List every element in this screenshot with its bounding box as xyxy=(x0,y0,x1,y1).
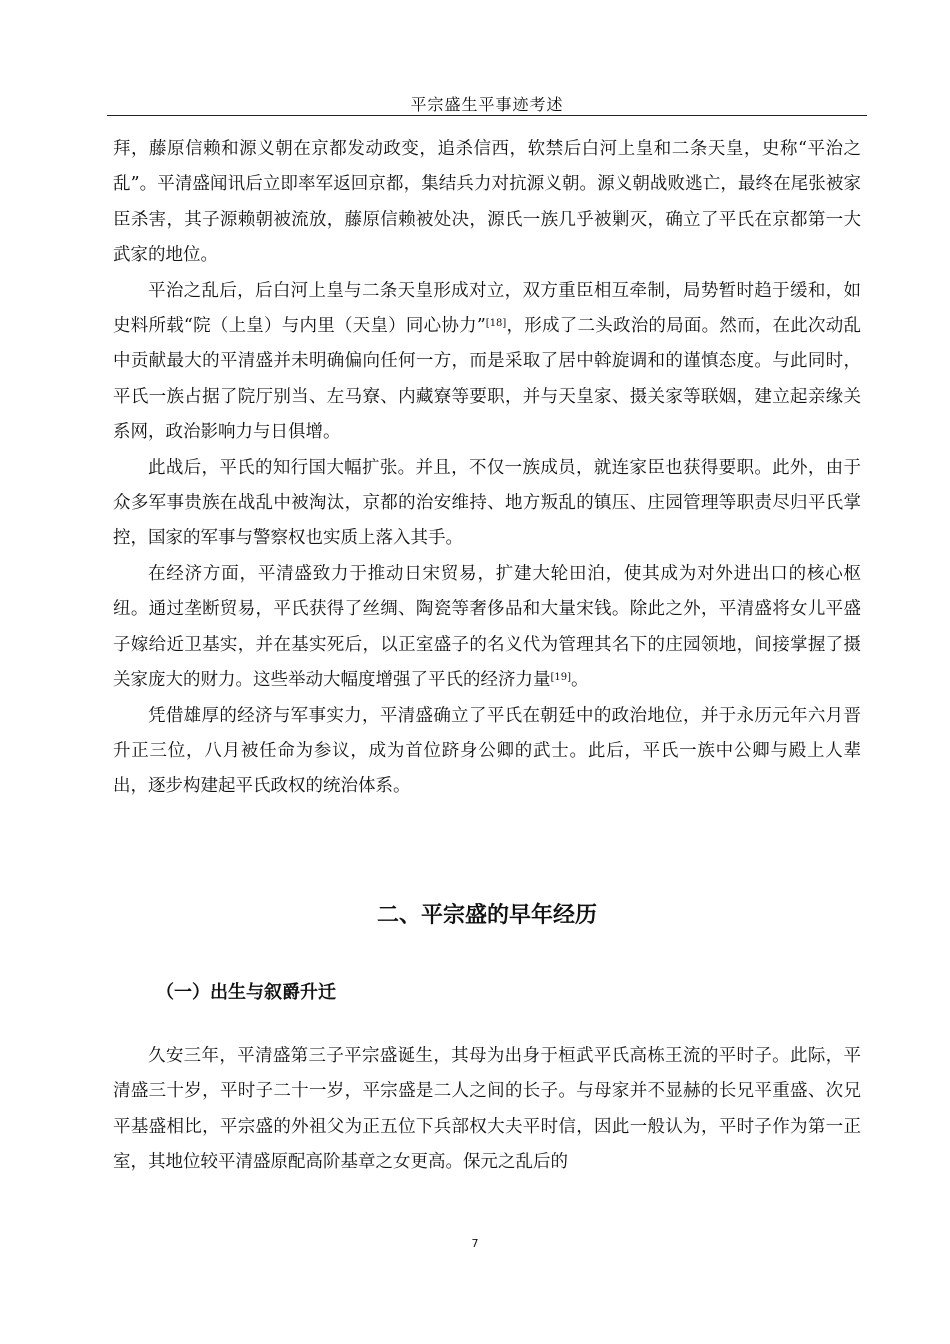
citation-18[interactable]: [18] xyxy=(485,318,507,330)
paragraph-5: 凭借雄厚的经济与军事实力，平清盛确立了平氏在朝廷中的政治地位，并于永历元年六月晋升正三位，八月被任命为参议，成为首位跻身公卿的武士。此后，平氏一族中公卿与殿上人辈出，逐步构建起平氏政权的统治体系。 xyxy=(113,705,861,797)
paragraph-2-text-b: ，形成了二头政治的局面。然而，在此次动乱中贡献最大的平清盛并未明确偏向任何一方，而是采取了居中斡旋调和的谨慎态度。与此同时，平氏一族占据了院厅别当、左马寮、内藏寮等要职，并与天皇家、摄关家等联姻，建立起亲缘关系网，政治影响力与日俱增。 xyxy=(113,316,861,443)
paragraph-6: 久安三年，平清盛第三子平宗盛诞生，其母为出身于桓武平氏高栋王流的平时子。此际，平清盛三十岁，平时子二十一岁，平宗盛是二人之间的长子。与母家并不显赫的长兄平重盛、次兄平基盛相比，平宗盛的外祖父为正五位下兵部权大夫平时信，因此一般认为，平时子作为第一正室，其地位较平清盛原配高阶基章之女更高。保元之乱后的 xyxy=(113,1046,861,1173)
section-heading: 二、平宗盛的早年经历 xyxy=(376,903,597,928)
paragraph-3: 此战后，平氏的知行国大幅扩张。并且，不仅一族成员，就连家臣也获得要职。此外，由于众多军事贵族在战乱中被淘汰，京都的治安维持、地方叛乱的镇压、庄园管理等职责尽归平氏掌控，国家的军事与警察权也实质上落入其手。 xyxy=(113,457,861,549)
paragraph-4-text-b: 。 xyxy=(571,670,589,691)
paragraph-1: 拜，藤原信赖和源义朝在京都发动政变，追杀信西，软禁后白河上皇和二条天皇，史称“平治之乱”。平清盛闻讯后立即率军返回京都，集结兵力对抗源义朝。源义朝战败逃亡，最终在尾张被家臣杀害，其子源赖朝被流放，藤原信赖被处决，源氏一族几乎被剿灭，确立了平氏在京都第一大武家的地位。 xyxy=(113,139,861,266)
running-header: 平宗盛生平事迹考述 xyxy=(410,95,564,114)
body-text-lower xyxy=(113,1039,861,1181)
citation-19[interactable]: [19] xyxy=(550,672,572,684)
paragraph-2 xyxy=(113,274,861,451)
subsection-heading: （一）出生与叙爵升迁 xyxy=(156,982,336,1003)
paragraph-4-text-a: 在经济方面，平清盛致力于推动日宋贸易，扩建大轮田泊，使其成为对外进出口的核心枢纽。通过垄断贸易，平氏获得了丝绸、陶瓷等奢侈品和大量宋钱。除此之外，平清盛将女儿平盛子嫁给近卫基实，并在基实死后，以正室盛子的名义代为管理其名下的庄园领地，间接掌握了摄关家庞大的财力。这些举动大幅度增强了平氏的经济力量 xyxy=(113,563,861,691)
paragraph-2-text-a: 平治之乱后，后白河上皇与二条天皇形成对立，双方重臣相互牵制，局势暂时趋于缓和，如史料所载“院（上皇）与内里（天皇）同心协力” xyxy=(113,280,861,337)
paragraph-4 xyxy=(113,557,861,699)
header-rule xyxy=(107,115,867,116)
page-number: 7 xyxy=(471,1237,479,1250)
body-text-upper xyxy=(113,132,861,805)
